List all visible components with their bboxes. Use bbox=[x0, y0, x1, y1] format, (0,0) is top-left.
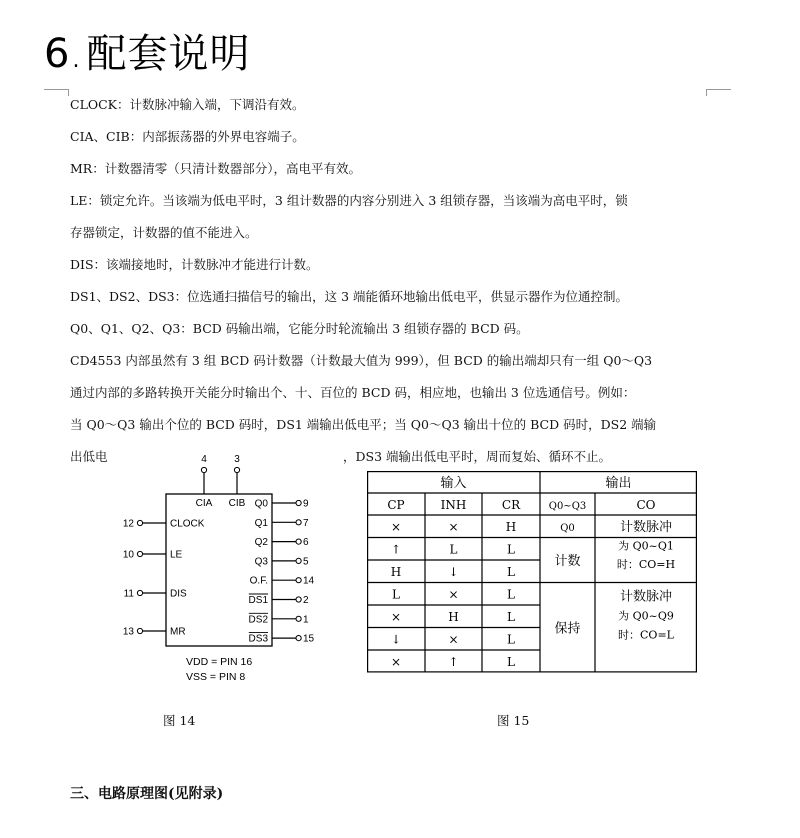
truth-table-merged-hold: 保持 bbox=[554, 621, 581, 637]
chip-left-pin-terminal bbox=[137, 590, 142, 595]
chip-left-pin-label: MR bbox=[170, 626, 186, 638]
truth-table-col-header: INH bbox=[440, 498, 467, 512]
chip-left-pin-terminal bbox=[137, 551, 142, 556]
truth-table-co-count-line: 为 Q0~Q1 bbox=[618, 539, 674, 553]
truth-table-group-output: 输出 bbox=[605, 476, 632, 491]
paragraph-cd4553: CD4553 内部虽然有 3 组 BCD 码计数器（计数最大值为 999），但 BCD 的输出端却只有一组 Q0～Q3 bbox=[70, 353, 653, 368]
power-vss: VSS = PIN 8 bbox=[186, 671, 246, 683]
caption-figure-14: 图 14 bbox=[163, 713, 196, 728]
chip-right-pin-number: 9 bbox=[303, 498, 309, 510]
chip-right-pin-terminal bbox=[296, 500, 301, 505]
power-vdd: VDD = PIN 16 bbox=[186, 656, 253, 668]
paragraph-cd4553-tail: ，DS3 端输出低电平时，周而复始、循环不止。 bbox=[343, 449, 612, 464]
chip-right-pin-number: 2 bbox=[303, 595, 309, 606]
chip-right-pin-label: Q3 bbox=[254, 556, 268, 568]
section-title: 配套说明 bbox=[86, 31, 251, 77]
chip-right-pin-label: Q2 bbox=[254, 537, 268, 549]
paragraph-dis: DIS：该端接地时，计数脉冲才能进行计数。 bbox=[70, 257, 319, 272]
chip-right-pin-number: 14 bbox=[303, 575, 315, 587]
truth-table-cell: H bbox=[448, 610, 459, 624]
chip-right-pin-number: 6 bbox=[303, 537, 309, 549]
paragraph-le: LE：锁定允许。当该端为低电平时，3 组计数器的内容分别进入 3 组锁存器，当该端为高电平时，锁 bbox=[70, 193, 628, 208]
chip-right-pin-label: O.F. bbox=[249, 575, 268, 587]
truth-table bbox=[367, 471, 697, 677]
chip-top-pin-label: CIB bbox=[228, 498, 246, 509]
chip-right-pin-number: 1 bbox=[303, 614, 309, 626]
truth-table-cell: × bbox=[448, 520, 459, 534]
paragraph-cd4553-4: 出低电 bbox=[70, 449, 108, 464]
truth-table-cell: L bbox=[392, 587, 400, 602]
chip-top-pin-number: 3 bbox=[234, 454, 240, 465]
chip-left-pin-number: 11 bbox=[123, 588, 134, 600]
chip-right-pin-terminal bbox=[296, 558, 301, 563]
truth-table-col-header: Q0~Q3 bbox=[548, 501, 587, 512]
chip-right-pin-terminal bbox=[296, 539, 301, 544]
chip-top-pin-terminal bbox=[234, 467, 239, 472]
truth-table-group-input: 输入 bbox=[440, 476, 467, 491]
chip-left-pin-terminal bbox=[137, 628, 142, 633]
truth-table-cell: ↑ bbox=[390, 542, 402, 557]
truth-table-cell: L bbox=[507, 632, 515, 647]
paragraph-cd4553-3: 当 Q0～Q3 输出个位的 BCD 码时，DS1 端输出低电平；当 Q0～Q3 输出十位的 BCD 码时，DS2 端输 bbox=[70, 417, 657, 432]
paragraph-clock: CLOCK：计数脉冲输入端，下调沿有效。 bbox=[70, 97, 305, 112]
truth-table-cell: ↓ bbox=[448, 565, 459, 579]
truth-table-col-header: CP bbox=[387, 498, 405, 512]
truth-table-cell: × bbox=[390, 610, 402, 624]
truth-table-merged-count: 计数 bbox=[554, 554, 581, 569]
truth-table-cell: × bbox=[390, 655, 402, 669]
truth-table-cell: × bbox=[448, 587, 459, 602]
chip-right-pin-terminal bbox=[296, 636, 301, 641]
truth-table-cell: L bbox=[507, 587, 515, 602]
section-number: 6 bbox=[44, 31, 71, 77]
section-number-dot: . bbox=[72, 48, 81, 73]
truth-table-cell: Q0 bbox=[560, 523, 575, 534]
section-heading-circuit: 三、电路原理图(见附录) bbox=[70, 786, 224, 802]
truth-table-co-hold-line: 计数脉冲 bbox=[619, 589, 673, 605]
chip-left-pin-label: DIS bbox=[170, 588, 187, 600]
truth-table-cell: H bbox=[505, 520, 517, 534]
truth-table-cell: L bbox=[507, 565, 515, 579]
truth-table-cell: L bbox=[507, 610, 515, 624]
chip-left-pin-terminal bbox=[137, 520, 142, 525]
chip-left-pin-label: LE bbox=[170, 549, 183, 561]
chip-right-pin-terminal bbox=[296, 616, 301, 621]
chip-right-pin-number: 15 bbox=[303, 633, 315, 645]
section-heading bbox=[44, 22, 250, 79]
chip-right-pin-label: DS2 bbox=[248, 614, 268, 626]
chip-top-pin-label: CIA bbox=[195, 498, 213, 509]
margin-mark-left bbox=[44, 89, 69, 96]
chip-right-pin-terminal bbox=[296, 520, 301, 525]
chip-top-pin-terminal bbox=[201, 467, 206, 472]
chip-right-pin-terminal bbox=[296, 597, 301, 602]
paragraph-cd4553-2: 通过内部的多路转换开关能分时输出个、十、百位的 BCD 码，相应地，也输出 3 位选通信号。例如： bbox=[70, 385, 636, 400]
truth-table-cell: ↓ bbox=[390, 632, 402, 647]
chip-pinout-diagram bbox=[116, 450, 336, 690]
paragraph-ds: DS1、DS2、DS3：位选通扫描信号的输出，这 3 端能循环地输出低电平，供显示器作为位通控制。 bbox=[70, 289, 629, 304]
truth-table-cell: ↑ bbox=[448, 655, 459, 669]
caption-figure-15: 图 15 bbox=[497, 713, 530, 728]
truth-table-cell: L bbox=[507, 542, 515, 557]
chip-right-pin-label: DS3 bbox=[248, 633, 268, 645]
chip-left-pin-label: CLOCK bbox=[170, 518, 205, 530]
paragraph-cia-cib: CIA、CIB：内部振荡器的外界电容端子。 bbox=[70, 129, 305, 144]
chip-right-pin-terminal bbox=[296, 578, 301, 583]
truth-table-co-count-line: 计数脉冲 bbox=[619, 520, 673, 535]
chip-right-pin-label: DS1 bbox=[248, 595, 268, 606]
paragraph-mr: MR：计数器清零（只清计数器部分），高电平有效。 bbox=[70, 161, 361, 176]
paragraph-le-cont: 存器锁定，计数器的值不能进入。 bbox=[70, 225, 258, 240]
paragraph-q: Q0、Q1、Q2、Q3：BCD 码输出端，它能分时轮流输出 3 组锁存器的 BCD 码。 bbox=[70, 321, 529, 336]
truth-table-col-header: CR bbox=[501, 498, 521, 512]
truth-table-cell: × bbox=[448, 632, 459, 647]
chip-left-pin-number: 12 bbox=[122, 518, 134, 530]
chip-left-pin-number: 10 bbox=[122, 549, 134, 561]
truth-table-co-count-line: 时：CO=H bbox=[616, 558, 676, 571]
truth-table-cell: L bbox=[449, 542, 458, 557]
chip-right-pin-number: 7 bbox=[303, 517, 309, 529]
chip-top-pin-number: 4 bbox=[201, 454, 207, 465]
truth-table-co-hold-line: 时：CO=L bbox=[618, 628, 674, 642]
chip-right-pin-number: 5 bbox=[303, 556, 309, 568]
chip-left-pin-number: 13 bbox=[122, 626, 134, 638]
truth-table-cell: L bbox=[507, 655, 515, 669]
chip-right-pin-label: Q0 bbox=[254, 498, 268, 510]
truth-table-cell: × bbox=[390, 520, 402, 534]
chip-right-pin-label: Q1 bbox=[254, 517, 268, 529]
chip-diagram-background bbox=[116, 450, 336, 690]
truth-table-co-hold-line: 为 Q0~Q9 bbox=[618, 609, 674, 623]
truth-table-cell: H bbox=[390, 565, 402, 579]
truth-table-col-header: CO bbox=[636, 498, 656, 512]
